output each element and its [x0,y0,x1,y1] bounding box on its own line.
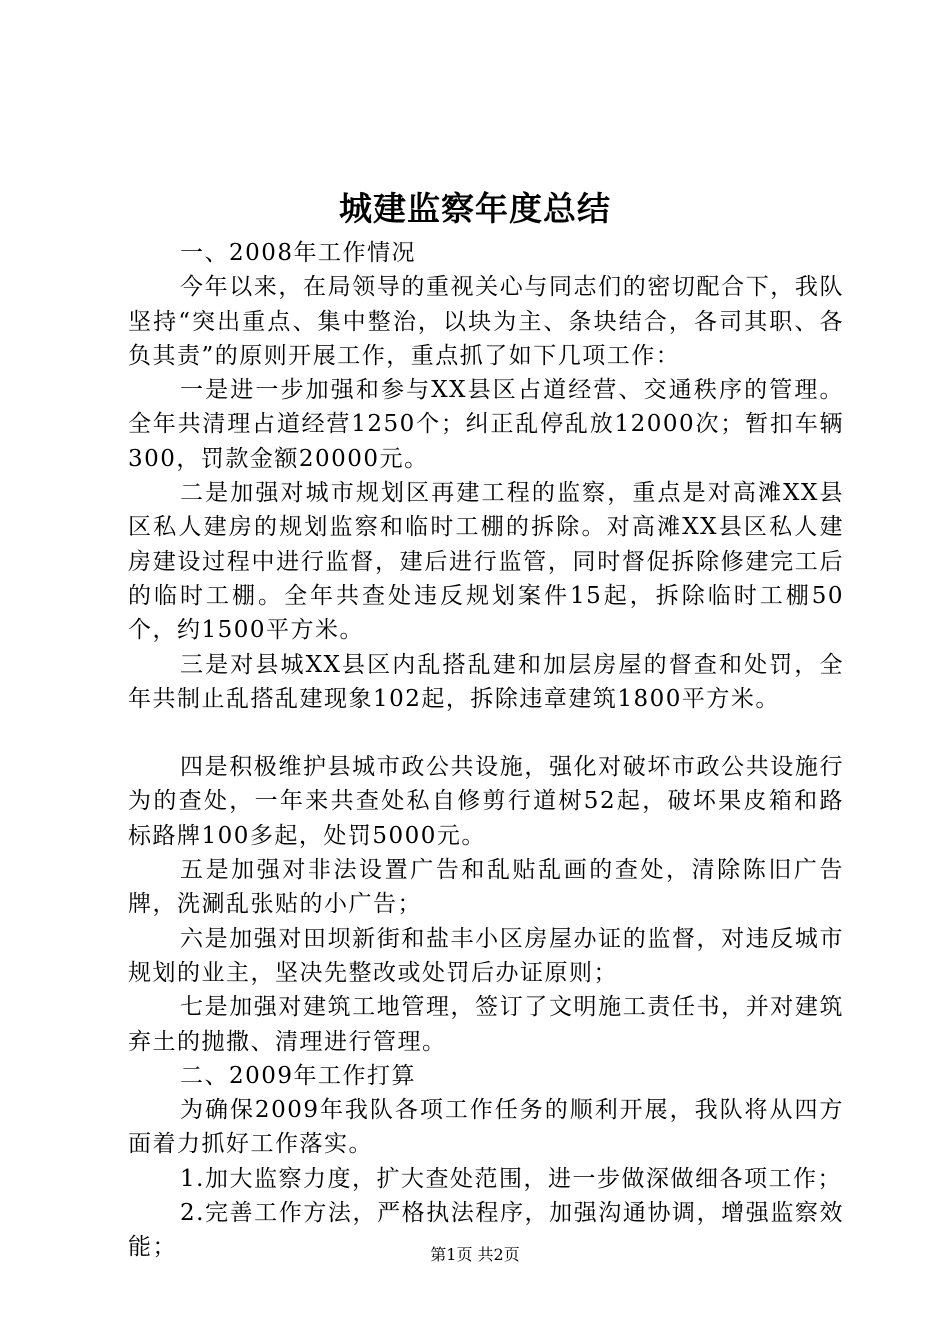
document-title: 城建监察年度总结 [339,189,611,228]
list-item: 2.完善工作方法，严格执法程序，加强沟通协调，增强监察效能； [128,1200,844,1261]
paragraph: 四是积极维护县城市政公共设施，强化对破坏市政公共设施行为的查处，一年来共查处私自修剪行道树52起，破坏果皮箱和路标路牌100多起，处罚5000元。 [128,754,844,849]
section-heading: 一、2008年工作情况 [180,240,417,266]
page-footer: 第1页 共2页 [430,1245,520,1264]
paragraph: 三是对县城XX县区内乱搭乱建和加层房屋的督查和处罚，全年共制止乱搭乱建现象102起，拆除违章建筑1800平方米。 [128,651,844,712]
paragraph: 为确保2009年我队各项工作任务的顺利开展，我队将从四方面着力抓好工作落实。 [128,1097,844,1158]
paragraph: 二是加强对城市规划区再建工程的监察，重点是对高滩XX县区私人建房的规划监察和临时工棚的拆除。对高滩XX县区私人建房建设过程中进行监督，建后进行监管，同时督促拆除修建完工后的临时工棚。全年共查处违反规划案件15起，拆除临时工棚50个，约1500平方米。 [128,480,844,644]
document-body [128,236,844,1265]
paragraph: 六是加强对田坝新街和盐丰小区房屋办证的监督，对违反城市规划的业主，坚决先整改或处罚后办证原则； [128,925,844,986]
list-item: 1.加大监察力度，扩大查处范围，进一步做深做细各项工作； [180,1165,842,1192]
paragraph: 五是加强对非法设置广告和乱贴乱画的查处，清除陈旧广告牌，洗涮乱张贴的小广告； [128,857,844,918]
paragraph: 一是进一步加强和参与XX县区占道经营、交通秩序的管理。全年共清理占道经营1250个；纠正乱停乱放12000次；暂扣车辆300，罚款金额20000元。 [128,377,844,472]
paragraph: 今年以来，在局领导的重视关心与同志们的密切配合下，我队坚持“突出重点、集中整治，以块为主、条块结合，各司其职、各负其责”的原则开展工作，重点抓了如下几项工作： [128,274,844,369]
paragraph: 七是加强对建筑工地管理，签订了文明施工责任书，并对建筑弃土的抛撒、清理进行管理。 [128,994,844,1055]
section-heading: 二、2009年工作打算 [180,1062,417,1089]
